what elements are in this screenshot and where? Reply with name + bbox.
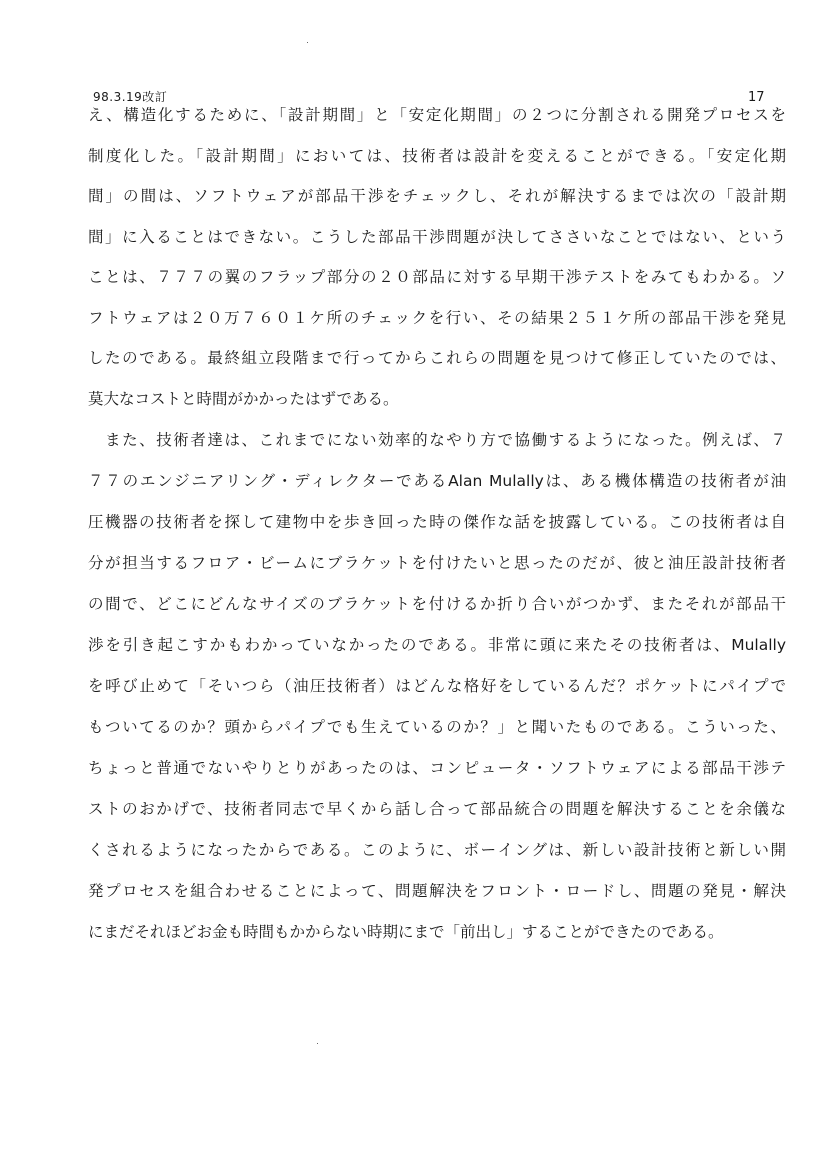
- text-line: 間」の間は、ソフトウェアが部品干渉をチェックし、それが解決するまでは次の「設計期: [88, 187, 786, 205]
- text-line: ７７のエンジニアリング・ディレクターであるAlan Mulallyは、ある機体構造の技術者が油: [88, 472, 786, 490]
- text-line: したのである。最終組立段階まで行ってからこれらの問題を見つけて修正していたのでは、: [88, 349, 786, 367]
- scan-speck: [317, 1043, 318, 1044]
- text-line: くされるようになったからである。このように、ボーイングは、新しい設計技術と新しい開: [88, 841, 786, 859]
- text-line: 圧機器の技術者を探して建物中を歩き回った時の傑作な話を披露している。この技術者は自: [88, 513, 786, 531]
- text-line: 莫大なコストと時間がかかったはずである。: [88, 390, 399, 408]
- text-line: を呼び止めて「そいつら（油圧技術者）はどんな格好をしているんだ？ポケットにパイプで: [88, 677, 786, 695]
- text-line: 渉を引き起こすかもわかっていなかったのである。非常に頭に来たその技術者は、Mulally: [88, 636, 786, 654]
- text-line: 分が担当するフロア・ビームにブラケットを付けたいと思ったのだが、彼と油圧設計技術者: [88, 554, 786, 572]
- page-number: 17: [748, 90, 765, 105]
- text-line: 間」に入ることはできない。こうした部品干渉問題が決してささいなことではない、という: [88, 228, 786, 246]
- text-line: にまだそれほどお金も時間もかからない時期にまで「前出し」することができたのである。: [88, 923, 724, 941]
- text-line: ストのおかげで、技術者同志で早くから話し合って部品統合の問題を解決することを余儀な: [88, 800, 786, 818]
- text-line: え、構造化するために、「設計期間」と「安定化期間」の２つに分割される開発プロセスを: [88, 106, 786, 124]
- text-line: 制度化した。「設計期間」においては、技術者は設計を変えることができる。「安定化期: [88, 147, 786, 165]
- text-line: ことは、７７７の翼のフラップ部分の２０部品に対する早期干渉テストをみてもわかる。ソ: [88, 268, 786, 286]
- scan-speck: [307, 42, 308, 43]
- text-line: の間で、どこにどんなサイズのブラケットを付けるか折り合いがつかず、またそれが部品干: [88, 595, 786, 613]
- text-line: もついてるのか？頭からパイプでも生えているのか？」と聞いたものである。こういった、: [88, 718, 786, 736]
- text-line: 発プロセスを組合わせることによって、問題解決をフロント・ロードし、問題の発見・解決: [88, 882, 786, 900]
- text-line: また、技術者達は、これまでにない効率的なやり方で協働するようになった。例えば、７: [88, 431, 786, 449]
- text-line: フトウェアは２０万７６０１ケ所のチェックを行い、その結果２５１ケ所の部品干渉を発見: [88, 309, 786, 327]
- text-line: ちょっと普通でないやりとりがあったのは、コンピュータ・ソフトウェアによる部品干渉テ: [88, 759, 786, 777]
- revision-date: 98.3.19改訂: [93, 90, 168, 104]
